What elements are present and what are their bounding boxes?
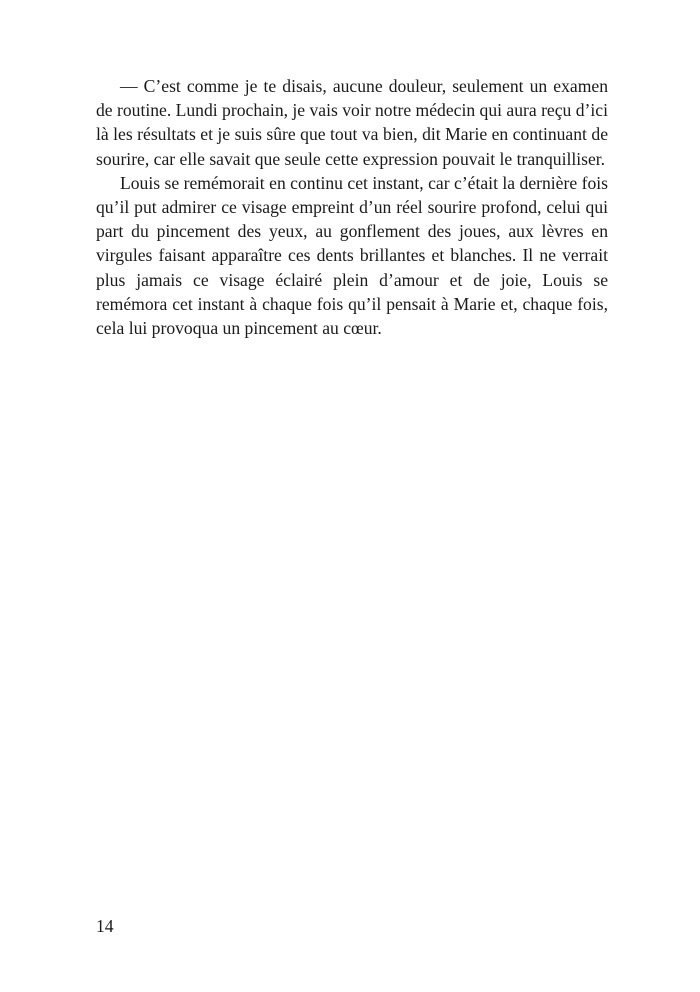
paragraph-narration: Louis se remémorait en continu cet instant, car c’était la dernière fois qu’il put admirer ce visage empreint d’un réel sourire profond, celui qui part du pincement des yeux, au gonflement des joues, aux lèvres en virgules faisant apparaître ces dents brillantes et blanches. Il ne verrait plus jamais ce visage éclairé plein d’amour et de joie, Louis se remémora cet instant à chaque fois qu’il pensait à Marie et, chaque fois, cela lui provoqua un pincement au cœur. (96, 172, 608, 339)
page-number: 14 (96, 916, 114, 936)
paragraph-dialogue: — C’est comme je te disais, aucune douleur, seulement un examen de routine. Lundi prochain, je vais voir notre médecin qui aura reçu d’ici là les résultats et je suis sûre que tout va bien, dit Marie en continuant de sourire, car elle savait que seule cette expression pouvait le tranquilliser. (96, 76, 608, 169)
body-text (96, 74, 608, 340)
